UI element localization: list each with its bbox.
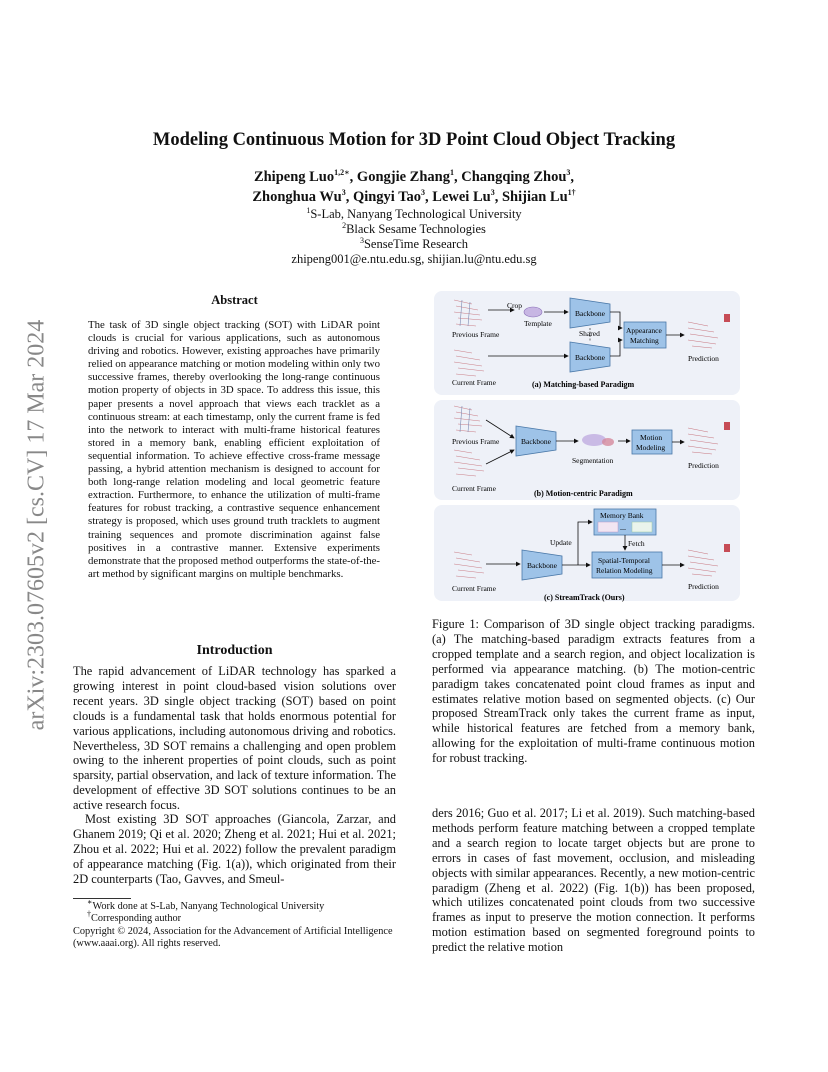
affiliation-line: $^2$Black Sesame Technologies bbox=[342, 220, 486, 236]
label-current-frame-c: Current Frame bbox=[452, 584, 496, 593]
footnotes bbox=[73, 897, 396, 926]
authors-line-2: Zhonghua Wu$^3$, Qingyi Tao$^3$, Lewei Lu$^3$, Shijian $Lu^{1\dagger}$ bbox=[252, 188, 576, 205]
panel-a bbox=[434, 291, 740, 395]
label-prediction-b: Prediction bbox=[688, 461, 719, 470]
label-template: Template bbox=[524, 319, 552, 328]
label-shared: Shared bbox=[579, 329, 600, 338]
affiliations bbox=[0, 207, 828, 267]
copyright-notice: Copyright © 2024, Association for the Advancement of Artificial Intelligence (www.aaai.org). All rights reserved. bbox=[73, 926, 393, 950]
author-affiliation-mark: 1† bbox=[567, 188, 576, 198]
svg-text:Backbone: Backbone bbox=[521, 437, 551, 446]
author-name: Zhonghua Wu bbox=[252, 189, 342, 205]
author-affiliation-mark: 1 bbox=[449, 168, 454, 178]
caption-panel-b: (b) Motion-centric Paradigm bbox=[534, 489, 633, 498]
svg-text:Spatial-Temporal: Spatial-Temporal bbox=[598, 556, 650, 565]
author-name: Qingyi Tao bbox=[352, 189, 422, 205]
introduction-heading: Introduction bbox=[196, 643, 273, 658]
svg-text:Backbone: Backbone bbox=[527, 561, 557, 570]
author-affiliation-mark: 3 bbox=[421, 188, 426, 198]
author-affiliation-mark: 3 bbox=[566, 168, 571, 178]
abstract-heading: Abstract bbox=[211, 293, 258, 307]
label-update: Update bbox=[550, 538, 572, 547]
intro-paragraph-2: Most existing 3D SOT approaches (Giancola, Zarzar, and Ghanem 2019; Qi et al. 2020; Zheng et al. 2021; Hui et al. 2021; Zhou et al. 2022; Hui et al. 2022) follow the prevalent paradigm of appearance matching (Fig. 1(a)), which originated from their 2D counterparts (Tao, Gavves, and Smeul- bbox=[73, 812, 396, 886]
author-emails: zhipeng001@e.ntu.edu.sg, shijian.lu@ntu.edu.sg bbox=[291, 252, 537, 266]
template-object bbox=[524, 307, 542, 317]
author-name: Lewei Lu bbox=[432, 189, 491, 205]
arxiv-stamp: arXiv:2303.07605v2 [cs.CV] 17 Mar 2024 bbox=[23, 319, 50, 731]
author-name: Gongjie Zhang bbox=[356, 169, 450, 185]
footnote-1: ∗Work done at S-Lab, Nanyang Technological University bbox=[87, 897, 325, 912]
author-name: Changqing Zhou bbox=[461, 169, 567, 185]
abstract-text: The task of 3D single object tracking (SOT) with LiDAR point clouds is crucial for various applications, such as autonomous driving and robotics. However, existing approaches have primarily relied on appearance matching or motion modeling within only two successive frames, thereby overlooking the long-range continuous motion property of objects in 3D space. To address this issue, this paper presents a novel approach that views each tracklet as a continuous stream: at each timestamp, only the current frame is fed into the network to interact with multi-frame historical features stored in a memory bank, enabling efficient exploitation of sequential information. To achieve effective cross-frame message passing, a hybrid attention mechanism is designed to account for both long-range relation modeling and local geometric feature extraction. Furthermore, to enhance the utilization of multi-frame features for robust tracking, a contrastive sequence enhancement strategy is proposed, which uses ground truth tracklets to augment training sequences and promote discrimination against false positives in a contrastive manner. Extensive experiments demonstrate that the proposed method outperforms the state-of-the-art method by significant margins on multiple benchmarks. bbox=[88, 319, 380, 580]
caption-panel-a: (a) Matching-based Paradigm bbox=[532, 380, 635, 389]
label-segmentation: Segmentation bbox=[572, 456, 614, 465]
panel-b bbox=[434, 400, 740, 500]
label-previous-frame-a: Previous Frame bbox=[452, 330, 500, 339]
authors-line-1: Zhipeng Luo$^{1,2∗}$, Gongjie Zhang$^1$, Changqing Zhou$^3$, bbox=[253, 168, 575, 185]
label-current-frame-b: Current Frame bbox=[452, 484, 496, 493]
caption-panel-c: (c) StreamTrack (Ours) bbox=[544, 593, 625, 602]
author-list bbox=[0, 167, 828, 207]
label-crop: Crop bbox=[507, 301, 522, 310]
svg-text:Motion: Motion bbox=[640, 433, 663, 442]
author-name: Zhipeng Luo bbox=[253, 169, 335, 185]
label-fetch: Fetch bbox=[628, 539, 645, 548]
svg-text:Memory Bank: Memory Bank bbox=[600, 511, 644, 520]
label-current-frame-a: Current Frame bbox=[452, 378, 496, 387]
footnote-2: †Corresponding author bbox=[87, 909, 182, 925]
author-affiliation-mark: 3 bbox=[341, 188, 346, 198]
affiliation-line: $^1$S-Lab, Nanyang Technological University bbox=[306, 205, 522, 221]
footnote-rule bbox=[73, 898, 131, 899]
intro-paragraph-1: The rapid advancement of LiDAR technology has sparked a growing interest in point cloud-based vision solutions over recent years. 3D single object tracking (SOT) based on point clouds is a fundamental task that holds enormous potential for various applications, including autonomous driving and robotics. Nevertheless, 3D SOT remains a challenging and open problem owing to the inherent properties of point clouds, such as point sparsity, partial observation, and lack of texture information. The development of effective 3D SOT solutions continues to be an active research focus. bbox=[73, 664, 396, 813]
author-name: Shijian Lu bbox=[501, 189, 568, 205]
figure-1-caption: Figure 1: Comparison of 3D single object tracking paradigms. (a) The matching-based paradigm extracts features from a cropped template and a search region, and object localization is performed via appearance matching. (b) The motion-centric paradigm takes concatenated point cloud frames as input and estimates relative motion based on segmented objects. (c) Our proposed StreamTrack only takes the current frame as input, while historical features are fetched from a memory bank, allowing for the exploitation of multi-frame continuous motion for robust tracking. bbox=[432, 617, 755, 766]
author-affiliation-mark: 1,2∗ bbox=[334, 168, 350, 178]
affiliation-line: $^3$SenseTime Research bbox=[359, 235, 469, 251]
svg-text:Backbone: Backbone bbox=[575, 353, 605, 362]
svg-text:Relation Modeling: Relation Modeling bbox=[596, 566, 653, 575]
panel-c bbox=[434, 505, 740, 602]
label-prediction-a: Prediction bbox=[688, 354, 719, 363]
svg-text:Appearance: Appearance bbox=[626, 326, 662, 335]
svg-text:...: ... bbox=[620, 523, 626, 532]
paper-title: Modeling Continuous Motion for 3D Point Cloud Object Tracking bbox=[152, 130, 676, 150]
svg-text:Matching: Matching bbox=[630, 336, 659, 345]
svg-text:Backbone: Backbone bbox=[575, 309, 605, 318]
author-affiliation-mark: 3 bbox=[490, 188, 495, 198]
label-previous-frame-b: Previous Frame bbox=[452, 437, 500, 446]
right-column-paragraph: ders 2016; Guo et al. 2017; Li et al. 2019). Such matching-based methods perform feature matching between a cropped template and a search region to locate target objects but are prone to errors in cases of fast movement, occlusion, and misleading objects with similar appearances. Recently, a new motion-centric paradigm (Zheng et al. 2022) (Fig. 1(b)) has been proposed, which utilizes concatenated point clouds from two successive frames as input to preserve the motion connection. It performs motion estimation based on segmented foreground points to predict the relative motion bbox=[432, 806, 755, 955]
svg-text:Modeling: Modeling bbox=[636, 443, 666, 452]
label-prediction-c: Prediction bbox=[688, 582, 719, 591]
figure-1 bbox=[432, 288, 744, 603]
